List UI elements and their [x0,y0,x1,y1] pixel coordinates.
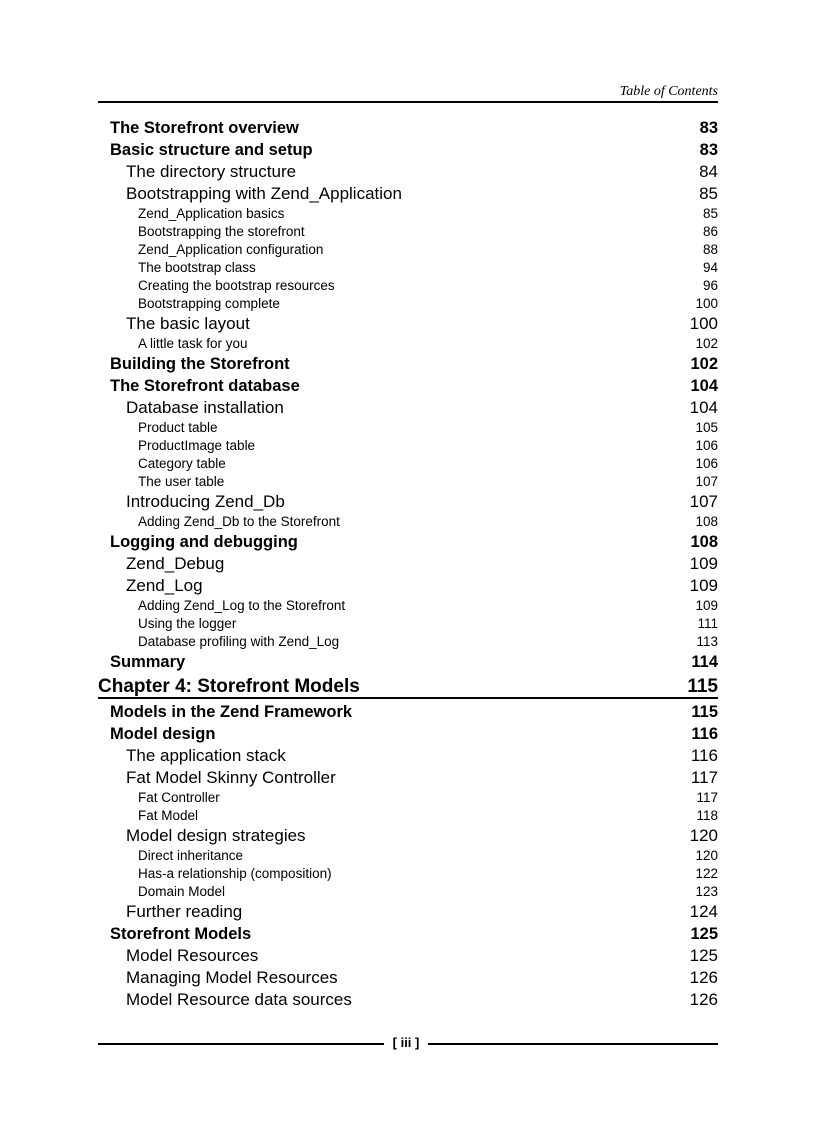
toc-entry-page-number: 94 [702,260,718,275]
toc-entry-page-number: 88 [702,242,718,257]
toc-entry-title: Fat Model Skinny Controller [126,768,336,787]
toc-subsection-entry [98,553,718,575]
toc-entry-title: The application stack [126,746,286,765]
toc-entry-page-number: 108 [690,533,718,551]
toc-entry-page-number: 125 [689,946,718,965]
toc-entry-title: ProductImage table [138,438,256,453]
toc-section-entry [98,531,718,553]
toc-entry-page-number: 109 [689,554,718,573]
toc-entry-page-number: 102 [690,355,718,373]
toc-entry-title: Database profiling with Zend_Log [138,634,340,649]
toc-entry-title: Model design [110,725,216,743]
toc-subsection-entry [98,945,718,967]
toc-subsection-entry [98,575,718,597]
toc-entry-page-number: 83 [699,141,718,159]
header-rule [98,101,718,103]
toc-entry-page-number: 104 [689,398,718,417]
toc-subsubsection-entry [98,295,718,313]
toc-entry-title: Using the logger [138,616,237,631]
toc-entry-title: Basic structure and setup [110,141,313,159]
toc-subsubsection-entry [98,789,718,807]
toc-section-entry [98,139,718,161]
toc-subsection-entry [98,745,718,767]
toc-entry-title: Fat Model [138,808,199,823]
toc-entry-page-number: 85 [702,206,718,221]
toc-entry-page-number: 116 [691,725,718,743]
toc-entry-page-number: 107 [695,474,718,489]
toc-subsection-entry [98,183,718,205]
toc-entry-page-number: 85 [699,184,718,203]
toc-entry-page-number: 111 [697,616,718,631]
toc-entry-title: Fat Controller [138,790,220,805]
toc-entry-page-number: 109 [689,576,718,595]
toc-entry-title: The basic layout [126,314,250,333]
toc-entry-title: A little task for you [138,336,248,351]
toc-entry-page-number: 106 [695,456,718,471]
toc-subsubsection-entry [98,633,718,651]
toc-subsubsection-entry [98,883,718,901]
toc-subsubsection-entry [98,473,718,491]
toc-entry-page-number: 117 [696,790,718,805]
toc-entry-page-number: 115 [687,676,718,697]
toc-entry-page-number: 83 [699,119,718,137]
toc-entry-title: Chapter 4: Storefront Models [98,676,360,697]
toc-entry-title: The Storefront overview [110,119,299,137]
toc-subsection-entry [98,989,718,1011]
toc-entry-title: Zend_Debug [126,554,225,573]
toc-entry-title: Zend_Log [126,576,203,595]
toc-entry-page-number: 100 [689,314,718,333]
toc-entry-page-number: 109 [695,598,718,613]
toc-subsubsection-entry [98,513,718,531]
toc-subsubsection-entry [98,335,718,353]
toc-entry-title: Category table [138,456,226,471]
table-of-contents [98,117,718,1011]
toc-entry-title: Further reading [126,902,243,921]
toc-entry-title: Adding Zend_Db to the Storefront [138,514,340,529]
toc-entry-page-number: 124 [689,902,718,921]
toc-entry-page-number: 104 [690,377,718,395]
toc-entry-page-number: 116 [690,746,718,765]
toc-entry-page-number: 123 [695,884,718,899]
toc-entry-page-number: 117 [690,768,718,787]
toc-subsubsection-entry [98,807,718,825]
toc-subsection-entry [98,767,718,789]
toc-entry-page-number: 120 [689,826,718,845]
toc-entry-title: Logging and debugging [110,533,298,551]
toc-entry-page-number: 125 [690,925,718,943]
toc-subsection-entry [98,967,718,989]
toc-entry-title: Introducing Zend_Db [126,492,285,511]
toc-entry-title: The user table [138,474,225,489]
toc-entry-page-number: 107 [689,492,718,511]
toc-subsection-entry [98,901,718,923]
toc-entry-page-number: 108 [695,514,718,529]
toc-subsubsection-entry [98,223,718,241]
toc-entry-page-number: 115 [691,703,718,721]
toc-section-entry [98,923,718,945]
toc-entry-title: The Storefront database [110,377,300,395]
toc-entry-title: Building the Storefront [110,355,290,373]
toc-subsection-entry [98,161,718,183]
toc-chapter-entry [98,675,718,699]
toc-entry-title: Creating the bootstrap resources [138,278,335,293]
toc-entry-page-number: 126 [689,968,718,987]
toc-entry-title: Domain Model [138,884,226,899]
toc-subsubsection-entry [98,865,718,883]
toc-entry-page-number: 84 [699,162,718,181]
toc-subsection-entry [98,491,718,513]
running-header: Table of Contents [619,84,718,99]
toc-entry-page-number: 118 [696,808,718,823]
toc-entry-title: Managing Model Resources [126,968,338,987]
toc-subsection-entry [98,313,718,335]
toc-subsection-entry [98,825,718,847]
page-number-label: [ iii ] [392,1035,420,1050]
toc-subsubsection-entry [98,259,718,277]
toc-entry-title: Model Resources [126,946,259,965]
toc-entry-page-number: 96 [702,278,718,293]
toc-section-entry [98,701,718,723]
toc-entry-title: Bootstrapping with Zend_Application [126,184,402,203]
footer-rule-left [98,1043,384,1045]
toc-entry-page-number: 86 [702,224,718,239]
footer-rule-right [428,1043,718,1045]
toc-entry-page-number: 113 [696,634,718,649]
toc-subsubsection-entry [98,455,718,473]
toc-entry-title: Direct inheritance [138,848,244,863]
toc-entry-page-number: 106 [695,438,718,453]
toc-entry-title: Bootstrapping the storefront [138,224,305,239]
toc-subsubsection-entry [98,241,718,259]
toc-subsubsection-entry [98,277,718,295]
toc-section-entry [98,117,718,139]
toc-subsubsection-entry [98,419,718,437]
toc-entry-page-number: 126 [689,990,718,1009]
toc-entry-title: Summary [110,653,186,671]
toc-entry-title: Database installation [126,398,284,417]
toc-entry-title: The directory structure [126,162,297,181]
toc-entry-title: Storefront Models [110,925,252,943]
toc-subsubsection-entry [98,615,718,633]
toc-section-entry [98,651,718,673]
toc-entry-page-number: 102 [695,336,718,351]
toc-entry-title: The bootstrap class [138,260,256,275]
toc-entry-title: Zend_Application configuration [138,242,324,257]
toc-entry-title: Product table [138,420,218,435]
page-footer [98,1032,718,1054]
toc-entry-page-number: 100 [695,296,718,311]
toc-section-entry [98,353,718,375]
toc-entry-title: Model Resource data sources [126,990,352,1009]
toc-entry-title: Bootstrapping complete [138,296,280,311]
toc-entry-title: Adding Zend_Log to the Storefront [138,598,346,613]
toc-entry-page-number: 114 [691,653,718,671]
toc-entry-page-number: 122 [695,866,718,881]
toc-subsubsection-entry [98,437,718,455]
toc-entry-page-number: 120 [695,848,718,863]
toc-subsubsection-entry [98,205,718,223]
toc-entry-title: Models in the Zend Framework [110,703,353,721]
toc-entry-title: Zend_Application basics [138,206,285,221]
toc-section-entry [98,723,718,745]
toc-entry-title: Model design strategies [126,826,306,845]
toc-section-entry [98,375,718,397]
toc-entry-title: Has-a relationship (composition) [138,866,332,881]
toc-subsubsection-entry [98,597,718,615]
toc-subsection-entry [98,397,718,419]
toc-entry-page-number: 105 [695,420,718,435]
toc-subsubsection-entry [98,847,718,865]
